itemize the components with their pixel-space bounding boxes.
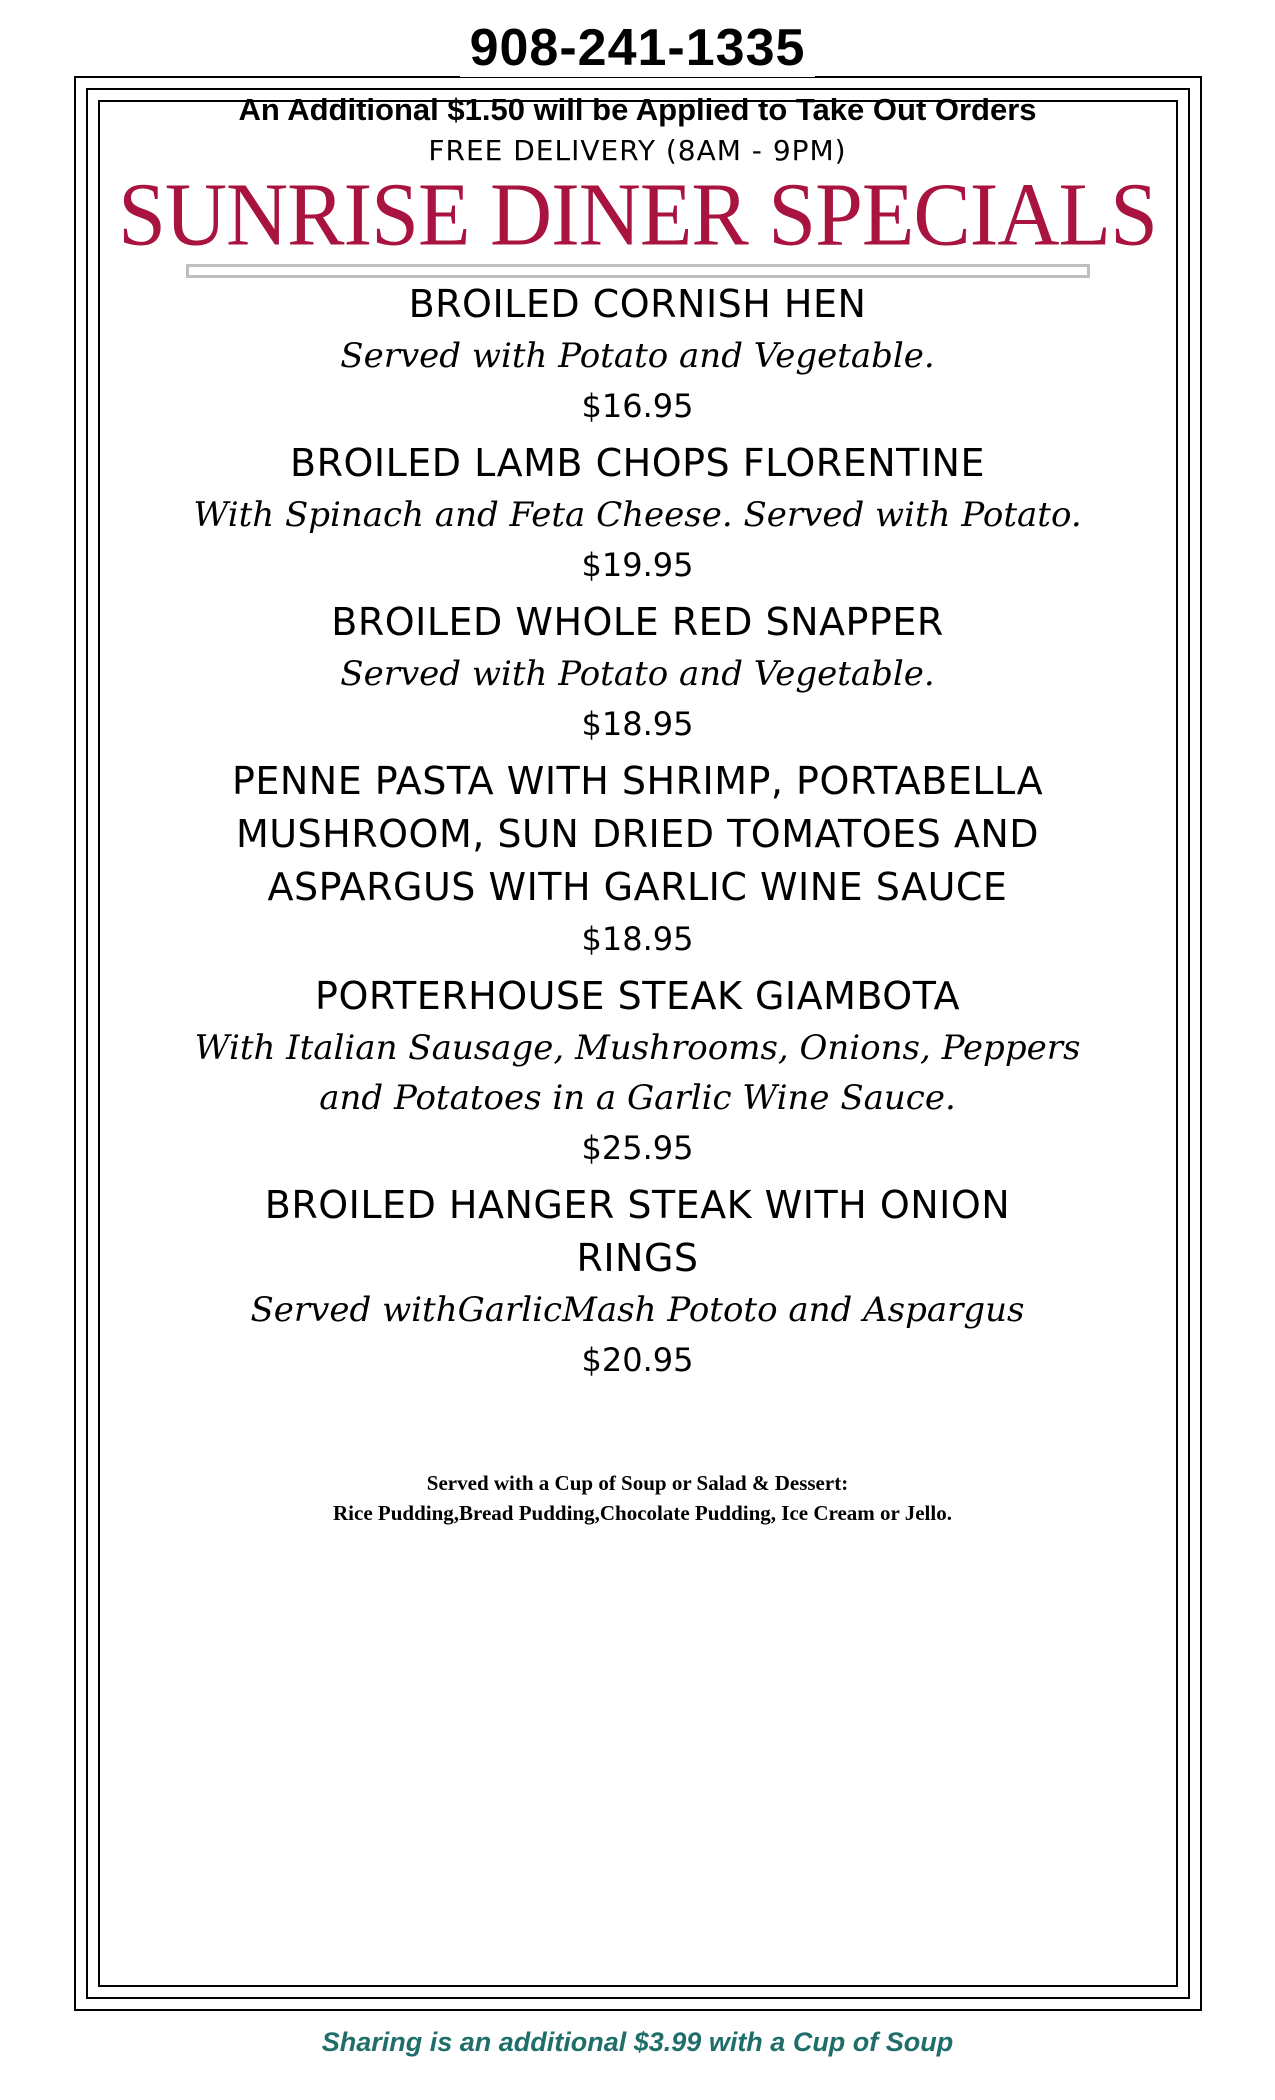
menu-item	[140, 755, 1135, 964]
takeout-notice: An Additional $1.50 will be Applied to Take Out Orders	[238, 92, 1037, 127]
footnote	[0, 1468, 1275, 1528]
page-title: SUNRISE DINER SPECIALS	[118, 163, 1157, 265]
item-name: RINGS	[576, 1236, 699, 1280]
delivery-notice: FREE DELIVERY (8AM - 9PM)	[428, 134, 847, 167]
item-price: $25.95	[581, 1129, 694, 1167]
item-price: $19.95	[581, 546, 694, 584]
item-price: $18.95	[581, 705, 694, 743]
specials-list	[140, 278, 1135, 1391]
footnote-line-2: Rice Pudding,Bread Pudding,Chocolate Pudding, Ice Cream or Jello.	[333, 1501, 952, 1525]
sharing-notice: Sharing is an additional $3.99 with a Cup of Soup	[321, 2027, 954, 2057]
item-name: PENNE PASTA WITH SHRIMP, PORTABELLA	[231, 759, 1044, 803]
menu-item	[140, 278, 1135, 431]
item-name: PORTERHOUSE STEAK GIAMBOTA	[315, 974, 960, 1018]
item-name: BROILED HANGER STEAK WITH ONION	[264, 1183, 1011, 1227]
item-description: Served withGarlicMash Pototo and Aspargus	[250, 1290, 1025, 1330]
item-price: $20.95	[581, 1341, 694, 1379]
menu-item	[140, 596, 1135, 749]
menu-item	[140, 1179, 1135, 1385]
item-name: ASPARGUS WITH GARLIC WINE SAUCE	[267, 865, 1008, 909]
item-description: and Potatoes in a Garlic Wine Sauce.	[319, 1078, 956, 1118]
menu-item	[140, 970, 1135, 1173]
phone-number-text: 908-241-1335	[460, 19, 816, 77]
item-description: With Spinach and Feta Cheese. Served with Potato.	[193, 495, 1082, 535]
phone-number	[0, 18, 1275, 78]
menu-item	[140, 437, 1135, 590]
item-name: BROILED WHOLE RED SNAPPER	[331, 600, 944, 644]
item-description: Served with Potato and Vegetable.	[340, 336, 935, 376]
item-price: $18.95	[581, 920, 694, 958]
title-divider	[186, 264, 1090, 278]
item-description: Served with Potato and Vegetable.	[340, 654, 935, 694]
item-name: BROILED LAMB CHOPS FLORENTINE	[290, 441, 985, 485]
item-name: BROILED CORNISH HEN	[408, 282, 867, 326]
item-name: MUSHROOM, SUN DRIED TOMATOES AND	[235, 812, 1040, 856]
footnote-line-1: Served with a Cup of Soup or Salad & Dessert:	[426, 1471, 849, 1495]
item-price: $16.95	[581, 387, 694, 425]
item-description: With Italian Sausage, Mushrooms, Onions, Peppers	[194, 1028, 1081, 1068]
